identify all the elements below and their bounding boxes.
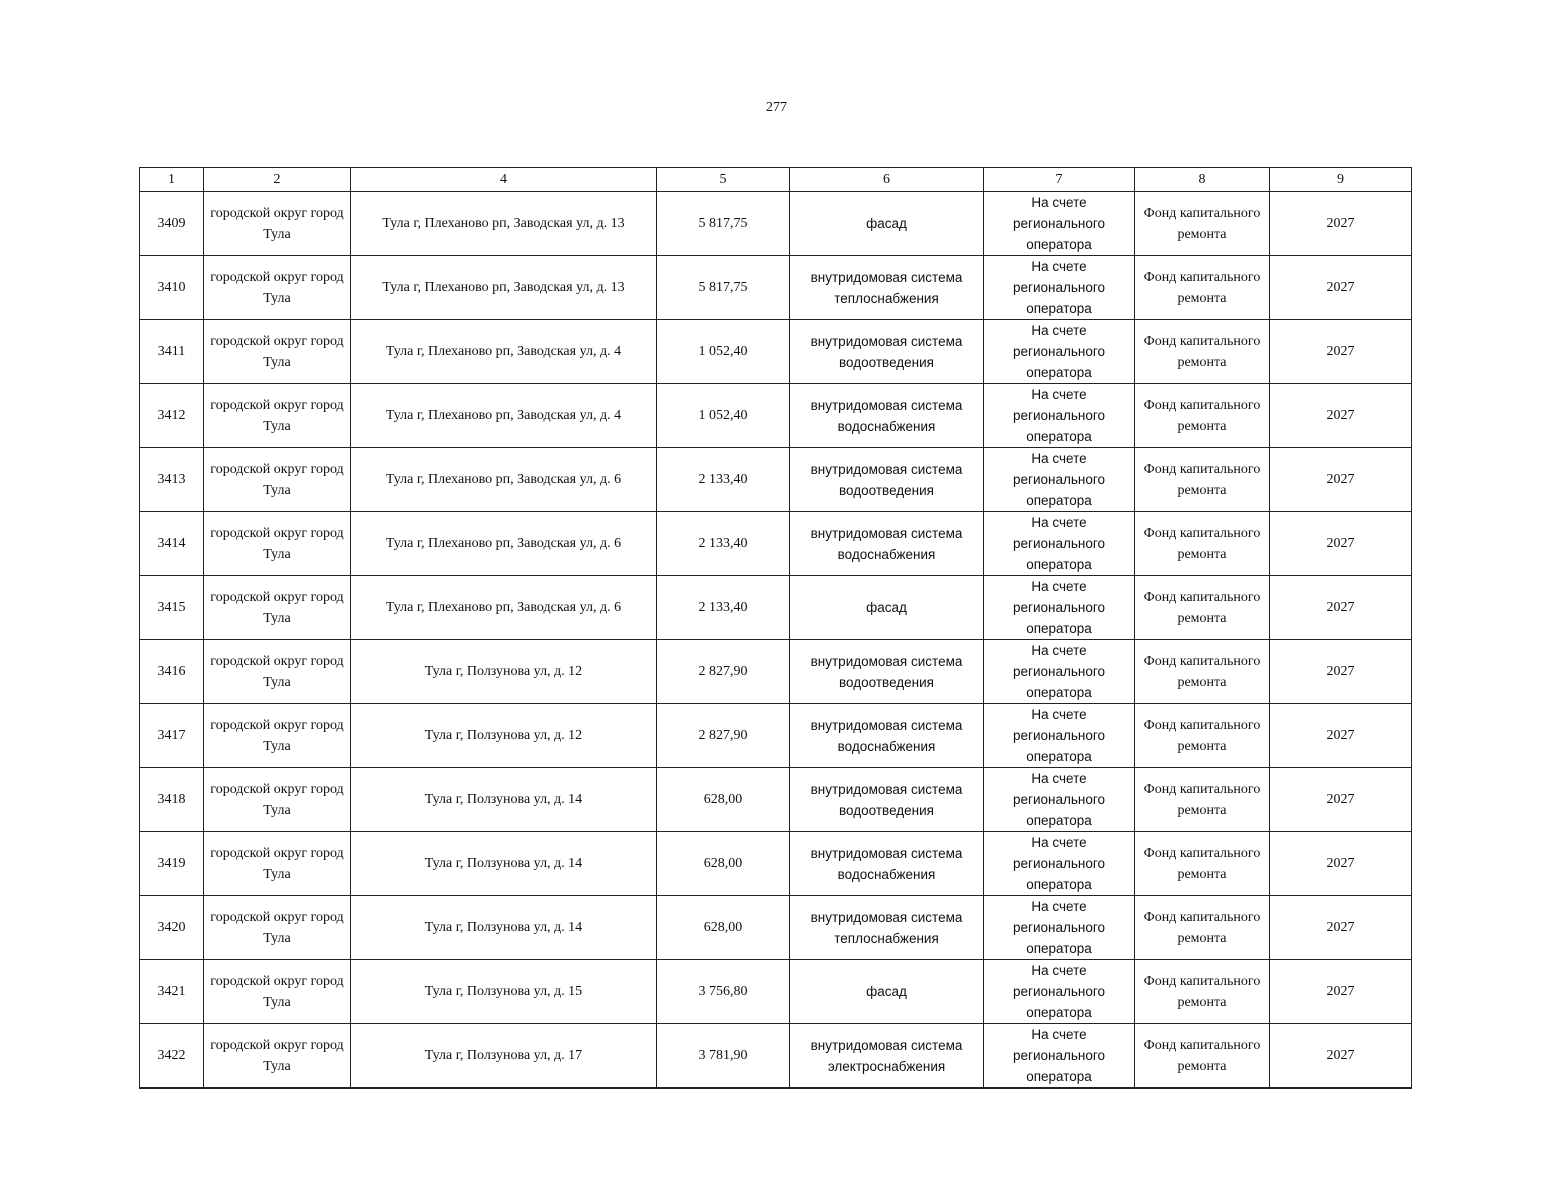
- work-type-cell: фасад: [790, 192, 984, 256]
- row-number-cell: 3411: [140, 320, 204, 384]
- row-number-cell: 3410: [140, 256, 204, 320]
- row-number-cell: 3415: [140, 576, 204, 640]
- table-row: [140, 256, 1412, 320]
- district-cell: городской округ город Тула: [204, 192, 351, 256]
- year-cell: 2027: [1270, 384, 1412, 448]
- year-cell: 2027: [1270, 448, 1412, 512]
- table-row: [140, 768, 1412, 832]
- column-header-1: 1: [140, 168, 204, 192]
- district-cell: городской округ город Тула: [204, 256, 351, 320]
- year-cell: 2027: [1270, 192, 1412, 256]
- area-cell: 2 133,40: [657, 512, 790, 576]
- column-header-4: 4: [351, 168, 657, 192]
- table-row: [140, 384, 1412, 448]
- column-header-9: 9: [1270, 168, 1412, 192]
- table-row: [140, 640, 1412, 704]
- address-cell: Тула г, Плеханово рп, Заводская ул, д. 6: [351, 512, 657, 576]
- area-cell: 628,00: [657, 768, 790, 832]
- address-cell: Тула г, Ползунова ул, д. 14: [351, 896, 657, 960]
- row-number-cell: 3413: [140, 448, 204, 512]
- area-cell: 2 827,90: [657, 640, 790, 704]
- address-cell: Тула г, Плеханово рп, Заводская ул, д. 4: [351, 384, 657, 448]
- account-cell: На счете регионального оператора: [984, 704, 1135, 768]
- table-row: [140, 704, 1412, 768]
- address-cell: Тула г, Плеханово рп, Заводская ул, д. 13: [351, 256, 657, 320]
- column-header-2: 2: [204, 168, 351, 192]
- row-number-cell: 3416: [140, 640, 204, 704]
- table-header: [140, 168, 1412, 192]
- account-cell: На счете регионального оператора: [984, 576, 1135, 640]
- account-cell: На счете регионального оператора: [984, 512, 1135, 576]
- work-type-cell: внутридомовая система водоотведения: [790, 448, 984, 512]
- table-row: [140, 448, 1412, 512]
- area-cell: 1 052,40: [657, 320, 790, 384]
- district-cell: городской округ город Тула: [204, 512, 351, 576]
- table-row: [140, 320, 1412, 384]
- year-cell: 2027: [1270, 768, 1412, 832]
- work-type-cell: внутридомовая система теплоснабжения: [790, 896, 984, 960]
- row-number-cell: 3419: [140, 832, 204, 896]
- row-number-cell: 3421: [140, 960, 204, 1024]
- row-number-cell: 3412: [140, 384, 204, 448]
- work-type-cell: внутридомовая система водоотведения: [790, 320, 984, 384]
- row-number-cell: 3417: [140, 704, 204, 768]
- area-cell: 3 756,80: [657, 960, 790, 1024]
- area-cell: 2 133,40: [657, 576, 790, 640]
- row-number-cell: 3420: [140, 896, 204, 960]
- table-row: [140, 512, 1412, 576]
- account-cell: На счете регионального оператора: [984, 192, 1135, 256]
- row-number-cell: 3418: [140, 768, 204, 832]
- table-row: [140, 192, 1412, 256]
- funding-source-cell: Фонд капитального ремонта: [1135, 384, 1270, 448]
- district-cell: городской округ город Тула: [204, 448, 351, 512]
- year-cell: 2027: [1270, 576, 1412, 640]
- funding-source-cell: Фонд капитального ремонта: [1135, 832, 1270, 896]
- account-cell: На счете регионального оператора: [984, 256, 1135, 320]
- district-cell: городской округ город Тула: [204, 384, 351, 448]
- table-row: [140, 960, 1412, 1024]
- account-cell: На счете регионального оператора: [984, 896, 1135, 960]
- funding-source-cell: Фонд капитального ремонта: [1135, 448, 1270, 512]
- funding-source-cell: Фонд капитального ремонта: [1135, 256, 1270, 320]
- area-cell: 2 133,40: [657, 448, 790, 512]
- row-number-cell: 3422: [140, 1024, 204, 1089]
- year-cell: 2027: [1270, 320, 1412, 384]
- work-type-cell: фасад: [790, 576, 984, 640]
- column-header-5: 5: [657, 168, 790, 192]
- area-cell: 5 817,75: [657, 256, 790, 320]
- table-row: [140, 576, 1412, 640]
- account-cell: На счете регионального оператора: [984, 832, 1135, 896]
- column-header-6: 6: [790, 168, 984, 192]
- work-type-cell: внутридомовая система водоснабжения: [790, 704, 984, 768]
- funding-source-cell: Фонд капитального ремонта: [1135, 704, 1270, 768]
- work-type-cell: фасад: [790, 960, 984, 1024]
- page-number: 277: [766, 100, 787, 115]
- account-cell: На счете регионального оператора: [984, 320, 1135, 384]
- district-cell: городской округ город Тула: [204, 320, 351, 384]
- work-type-cell: внутридомовая система водоснабжения: [790, 384, 984, 448]
- area-cell: 1 052,40: [657, 384, 790, 448]
- account-cell: На счете регионального оператора: [984, 448, 1135, 512]
- funding-source-cell: Фонд капитального ремонта: [1135, 512, 1270, 576]
- area-cell: 628,00: [657, 896, 790, 960]
- district-cell: городской округ город Тула: [204, 896, 351, 960]
- address-cell: Тула г, Ползунова ул, д. 14: [351, 768, 657, 832]
- work-type-cell: внутридомовая система водоотведения: [790, 640, 984, 704]
- table-row: [140, 1024, 1412, 1089]
- address-cell: Тула г, Ползунова ул, д. 17: [351, 1024, 657, 1089]
- district-cell: городской округ город Тула: [204, 832, 351, 896]
- work-type-cell: внутридомовая система теплоснабжения: [790, 256, 984, 320]
- column-header-8: 8: [1135, 168, 1270, 192]
- area-cell: 5 817,75: [657, 192, 790, 256]
- funding-source-cell: Фонд капитального ремонта: [1135, 1024, 1270, 1089]
- work-type-cell: внутридомовая система водоснабжения: [790, 832, 984, 896]
- year-cell: 2027: [1270, 1024, 1412, 1089]
- funding-source-cell: Фонд капитального ремонта: [1135, 576, 1270, 640]
- account-cell: На счете регионального оператора: [984, 768, 1135, 832]
- district-cell: городской округ город Тула: [204, 768, 351, 832]
- table-row: [140, 896, 1412, 960]
- funding-source-cell: Фонд капитального ремонта: [1135, 640, 1270, 704]
- district-cell: городской округ город Тула: [204, 704, 351, 768]
- funding-source-cell: Фонд капитального ремонта: [1135, 768, 1270, 832]
- work-type-cell: внутридомовая система водоснабжения: [790, 512, 984, 576]
- address-cell: Тула г, Ползунова ул, д. 14: [351, 832, 657, 896]
- year-cell: 2027: [1270, 640, 1412, 704]
- address-cell: Тула г, Ползунова ул, д. 15: [351, 960, 657, 1024]
- address-cell: Тула г, Плеханово рп, Заводская ул, д. 13: [351, 192, 657, 256]
- funding-source-cell: Фонд капитального ремонта: [1135, 192, 1270, 256]
- district-cell: городской округ город Тула: [204, 1024, 351, 1089]
- address-cell: Тула г, Плеханово рп, Заводская ул, д. 6: [351, 448, 657, 512]
- work-type-cell: внутридомовая система электроснабжения: [790, 1024, 984, 1089]
- header-row: [140, 168, 1412, 192]
- account-cell: На счете регионального оператора: [984, 960, 1135, 1024]
- year-cell: 2027: [1270, 256, 1412, 320]
- address-cell: Тула г, Плеханово рп, Заводская ул, д. 4: [351, 320, 657, 384]
- table-body: [140, 192, 1412, 1089]
- address-cell: Тула г, Ползунова ул, д. 12: [351, 640, 657, 704]
- account-cell: На счете регионального оператора: [984, 640, 1135, 704]
- area-cell: 3 781,90: [657, 1024, 790, 1089]
- row-number-cell: 3414: [140, 512, 204, 576]
- repair-registry-table: [139, 167, 1412, 1089]
- area-cell: 2 827,90: [657, 704, 790, 768]
- funding-source-cell: Фонд капитального ремонта: [1135, 320, 1270, 384]
- area-cell: 628,00: [657, 832, 790, 896]
- district-cell: городской округ город Тула: [204, 640, 351, 704]
- account-cell: На счете регионального оператора: [984, 384, 1135, 448]
- account-cell: На счете регионального оператора: [984, 1024, 1135, 1089]
- funding-source-cell: Фонд капитального ремонта: [1135, 896, 1270, 960]
- funding-source-cell: Фонд капитального ремонта: [1135, 960, 1270, 1024]
- year-cell: 2027: [1270, 512, 1412, 576]
- address-cell: Тула г, Ползунова ул, д. 12: [351, 704, 657, 768]
- table-row: [140, 832, 1412, 896]
- district-cell: городской округ город Тула: [204, 576, 351, 640]
- column-header-7: 7: [984, 168, 1135, 192]
- year-cell: 2027: [1270, 896, 1412, 960]
- row-number-cell: 3409: [140, 192, 204, 256]
- year-cell: 2027: [1270, 832, 1412, 896]
- year-cell: 2027: [1270, 704, 1412, 768]
- work-type-cell: внутридомовая система водоотведения: [790, 768, 984, 832]
- address-cell: Тула г, Плеханово рп, Заводская ул, д. 6: [351, 576, 657, 640]
- district-cell: городской округ город Тула: [204, 960, 351, 1024]
- year-cell: 2027: [1270, 960, 1412, 1024]
